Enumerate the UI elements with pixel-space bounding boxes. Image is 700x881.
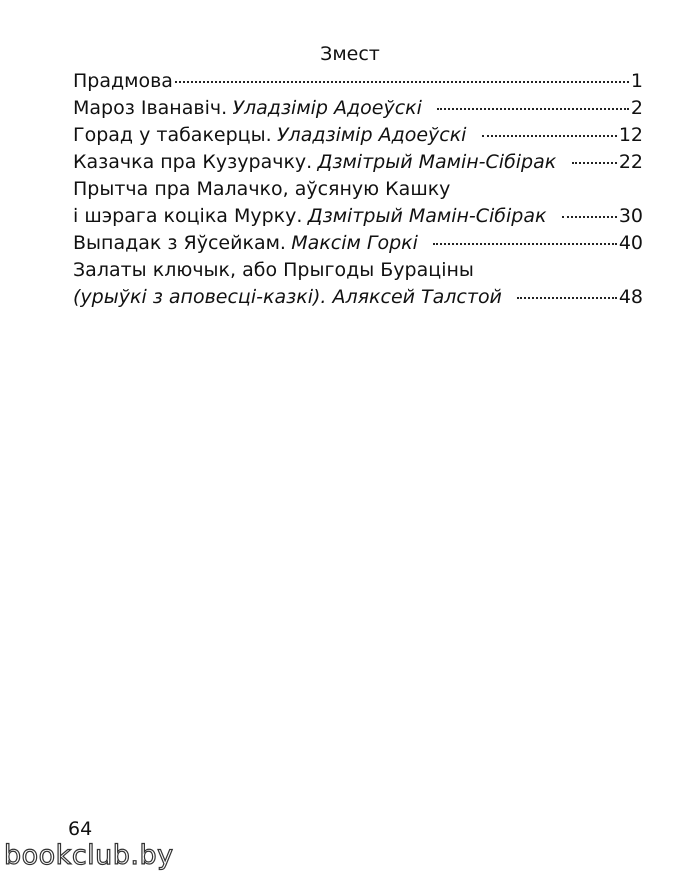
toc-title: Прадмова [73, 70, 173, 92]
toc-entry [73, 95, 643, 122]
toc-page-number: 22 [618, 151, 643, 173]
toc-author: Максім Горкі [291, 232, 418, 254]
toc-title: Прытча пра Малачко, аўсяную Кашку [73, 178, 451, 200]
toc-author: Уладзімір Адоеўскі [232, 97, 422, 119]
toc-line [73, 149, 643, 176]
toc-line [73, 203, 643, 230]
toc-author: Дзмітрый Мамін-Сібірак [307, 205, 547, 227]
toc-title: і шэрага коціка Мурку. [73, 205, 303, 227]
toc-title: Горад у табакерцы. [73, 124, 272, 146]
dot-leader [175, 81, 629, 83]
toc-entry [73, 176, 643, 230]
toc-author: Уладзімір Адоеўскі [276, 124, 467, 146]
watermark: bookclub.by [4, 840, 174, 871]
dot-leader [482, 135, 617, 137]
toc-line [73, 257, 643, 284]
toc-line [73, 68, 643, 95]
toc-author: Дзмітрый Мамін-Сібірак [317, 151, 557, 173]
toc-line [73, 122, 643, 149]
toc-page-number: 40 [618, 232, 643, 254]
toc-page-number: 2 [630, 97, 643, 119]
toc-entry [73, 68, 643, 95]
page-title: Змест [320, 43, 380, 65]
toc-entry [73, 230, 643, 257]
toc-entry [73, 122, 643, 149]
toc-page-number: 48 [618, 286, 643, 308]
toc-title: Залаты ключык, або Прыгоды Бурацiны [73, 259, 474, 281]
dot-leader [437, 108, 629, 110]
dot-leader [572, 162, 617, 164]
toc-entry [73, 257, 643, 311]
toc-title: Выпадак з Яўсейкам. [73, 232, 286, 254]
toc-title: Мароз Іванавіч. [73, 97, 228, 119]
table-of-contents [73, 68, 643, 311]
toc-author: (урыўкі з аповесці-казкі). Аляксей Талстой [73, 286, 502, 308]
toc-line [73, 95, 643, 122]
dot-leader [562, 216, 617, 218]
toc-page-number: 1 [630, 70, 643, 92]
page-number: 64 [68, 818, 93, 840]
toc-line [73, 284, 643, 311]
dot-leader [517, 297, 617, 299]
toc-line [73, 176, 643, 203]
toc-entry [73, 149, 643, 176]
toc-page-number: 30 [618, 205, 643, 227]
dot-leader [433, 243, 617, 245]
toc-line [73, 230, 643, 257]
toc-page-number: 12 [618, 124, 643, 146]
toc-title: Казачка пра Кузурачку. [73, 151, 313, 173]
